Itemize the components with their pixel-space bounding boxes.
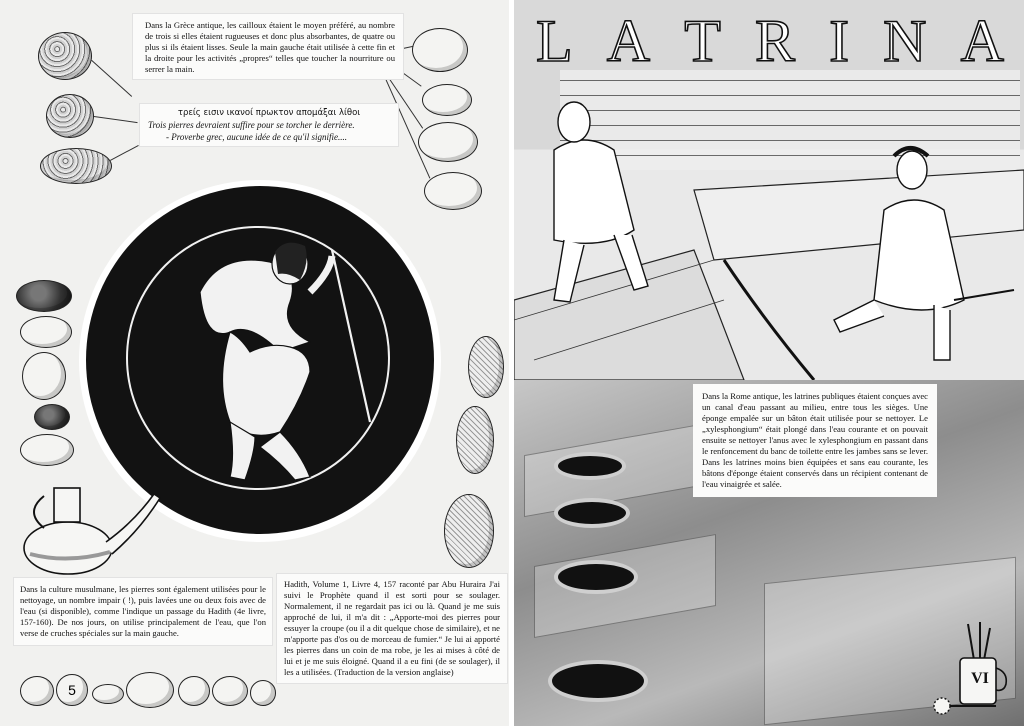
leader-line <box>110 145 139 161</box>
greek-intro-text <box>133 14 403 79</box>
proverb-source: - Proverbe grec, aucune idée de ce qu'il signifie.... <box>166 132 347 142</box>
rough-stone <box>38 32 92 80</box>
smooth-stone <box>22 352 66 400</box>
latrine-seat-hole <box>554 498 630 528</box>
leader-line <box>94 116 138 123</box>
greek-proverb <box>140 104 398 146</box>
smooth-stone <box>418 122 478 162</box>
smooth-stone <box>422 84 472 116</box>
dark-stone <box>34 404 70 430</box>
latrine-seat-hole <box>554 452 626 480</box>
dark-stone <box>16 280 72 312</box>
mug-label: VI <box>971 670 989 687</box>
title-letter: I <box>829 7 852 74</box>
proverb-greek-line: τρείς εισιν ικανοί πρωκτον απομάξαι λίθοι <box>177 108 361 118</box>
title-letter: N <box>883 7 929 74</box>
hadith-paragraph: Hadith, Volume 1, Livre 4, 157 raconté par Abu Huraira J'ai suivi le Prophète quand il est sorti pour se soulager. Normalement, il ne regardait pas ici ou là. Quand je me suis approché de lui, il m'a dit : „Apporte-moi des pierres pour essuyer la croupe (ou il a dit quelque chose de similaire), et ne m'apporte pas d'os ou de morceau de fumier.“ Je lui ai apporté les pierres dans un coin de ma robe, je les ai mises à côté de lui et je me suis éloigné. Quand il a eu fini (de se soulager), il les a utilisées. (Traduction de la version anglaise) <box>284 579 500 677</box>
title-letter: L <box>536 7 575 74</box>
spotted-stone <box>468 336 504 398</box>
proverb-rest: pierres devraient suffire pour se torcher le derrière. <box>168 120 355 130</box>
spotted-stone <box>456 406 494 474</box>
muslim-culture-text <box>14 578 272 645</box>
left-page <box>0 0 509 726</box>
stone-number: 5 <box>68 682 76 698</box>
leader-line <box>91 60 132 97</box>
rough-stone <box>46 94 94 138</box>
smooth-stone <box>412 28 468 72</box>
latrine-illustration <box>514 60 1024 380</box>
smooth-stone <box>20 676 54 706</box>
proverb-french-line <box>146 119 392 131</box>
latrine-seat-hole <box>548 660 648 702</box>
spotted-stone <box>444 494 494 568</box>
proverb-first-word: Trois <box>148 120 167 130</box>
roman-latrines-text <box>693 384 937 497</box>
smooth-stone <box>20 316 72 348</box>
title-letter: R <box>754 7 797 74</box>
title-letter: T <box>684 7 723 74</box>
smooth-stone <box>212 676 248 706</box>
numbered-stone <box>56 674 88 706</box>
sponge-stick-icon <box>930 694 1000 718</box>
hadith-text <box>277 574 507 683</box>
greek-intro-paragraph: Dans la Grèce antique, les cailloux étaient le moyen préféré, au nombre de trois si elles étaient rugueuses et donc plus absorbantes, de quatre ou plus si ils étaient lisses. Seule la main gauche était utilisée à cette fin et la droite pour les activités „propres“ telles que toucher la nourriture ou serrer la main. <box>145 20 395 74</box>
title-letter: A <box>960 7 1006 74</box>
smooth-stone <box>20 434 74 466</box>
roman-latrines-paragraph: Dans la Rome antique, les latrines publiques étaient conçues avec un canal d'eau passant au milieu, entre tous les sièges. Une éponge empalée sur un bâton était utilisée pour se nettoyer. Le „xylesphongium“ était plongé dans l'eau courante et on pouvait ensuite se nettoyer l'anus avec le xylesphongium en passant dans le renfoncement du banc de toilette entre les jambes sans se lever. Dans les latrines moins bien équipées et sans eau courante, les bâtons d'éponge étaient conservés dans un récipient contenant de l'eau vinaigrée et salée. <box>702 391 928 489</box>
muslim-culture-paragraph: Dans la culture musulmane, les pierres sont également utilisées pour le nettoyage, un nombre impair ( !), puis lavées une ou deux fois avec de l'eau (si disponible), comme l'indique un passage du Hadith (4e livre, 157-160). De nos jours, on utilise principalement de l'eau, que l'on verse de cruches spéciales sur la main gauche. <box>20 584 266 638</box>
smooth-stone <box>92 684 124 704</box>
rough-stone <box>40 148 112 184</box>
smooth-stone <box>178 676 210 706</box>
title-letter: A <box>606 7 653 74</box>
latrina-title <box>536 6 1006 76</box>
smooth-stone <box>424 172 482 210</box>
smooth-stone <box>126 672 174 708</box>
crouching-man-figure <box>160 232 380 492</box>
water-jug-icon <box>14 482 164 578</box>
latrine-seat-hole <box>554 560 638 594</box>
smooth-stone <box>250 680 276 706</box>
